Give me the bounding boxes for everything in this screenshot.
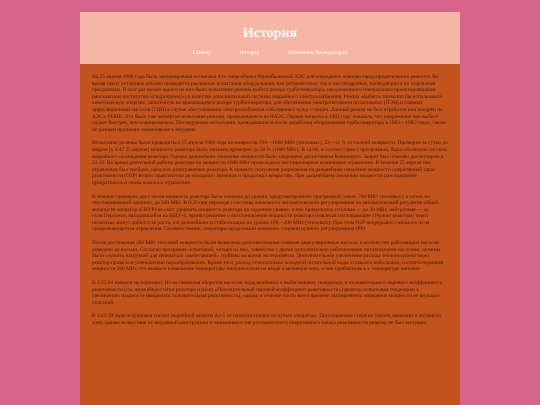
nav-item-history[interactable]: История xyxy=(239,50,259,56)
nav-item-memorials[interactable]: Памятники Ликвидаторам xyxy=(288,50,348,56)
paragraph: В 1:23:39 зарегистрирован сигнал аварийной защиты АЗ-5 от нажатия кнопки на пульте оператора. Поглощающие стержни начали движение в активную зону, однако вследствие их неудачной конструкции и заниженного (не регламентного) оперативного запаса реактивности реактор не был заглушен. xyxy=(92,313,442,326)
nav-item-home[interactable]: Главная xyxy=(192,50,211,56)
page-container xyxy=(80,12,460,405)
paragraph: В 1:23:04 начался эксперимент. Из-за снижения оборотов насосов, подключённых к выбегающему генератору, и положительного парового коэффициента реактивности (см. ниже)Недостатки реактора и (или) «Положительный паровой коэффициент реактивности») реактор испытывал тенденцию к увеличению мощности (вводилась положительная реактивность), однако в течение почти всего времени эксперимента поведение мощности не внушало опасений. xyxy=(92,280,442,306)
paragraph: На 25 апреля 1986 года была запланирована остановка 4-го энергоблока Чернобыльской АЭС для очередного планово-предупредительного ремонта. Во время таких остановок обычно проводятся различные испытания оборудования, как регламентные, так и нестандартные, проводящиеся по отдельным программам. В этот раз целью одного из них было испытание режима выбега ротора турбогенератора, предложенного генеральным проектировщиком (московским институтом «Гидропроект») в качестве дополнительной системы аварийного электроснабжения. Режим «выбега» позволил бы использовать кинетическую энергию, запасённую во вращающемся роторе турбогенератора, для обеспечения электропитанием питательных (ПЭН) и главных циркуляционных насосов (ГЦН) в случае обесточивания электроснабжения собственных нужд станции. Данный режим не был отработан или внедрён на АЭС с РБМК. Это было уже четвёртое испытание режима, проводившееся на ЧАЭС. Первая попытка в 1982 году показала, что напряжение при выбеге падает быстрее, чем планировалось. Последующие испытания, проводившиеся после доработки оборудования турбогенератора в 1983—1985 годах, также по разным причинам заканчивались неудачно xyxy=(92,74,446,133)
paragraph: После достижения 200 МВт тепловой мощности были включены дополнительные главные циркуляционные насосы, и количество работающих насосов доведено до восьми. Согласно программе испытаний, четыре из них, совместно с двумя дополнительно работающими питательными насосами, должны были служить нагрузкой для генератора «выбегающей» турбины во время эксперимента. Дополнительное увеличение расхода теплоносителя через реактор привело к уменьшению парообразования. Кроме того, расход относительно холодной питательной воды оставался небольшим, соответствующим мощности 200 МВт, что вызвало повышение температуры теплоносителя на входе в активную зону, и она приблизилась к температуре кипения xyxy=(92,240,444,273)
header xyxy=(80,12,460,64)
article-body xyxy=(80,64,460,405)
paragraph: Испытания должны были проводиться 25 апреля 1986 года на мощности 700—1000 МВт (тепловых), 22—31 % от полной мощности. Примерно за сутки до аварии (к 3:47 25 апреля) мощность реактора была снижена примерно до 50 % (1600 МВт). В 14:00, в соответствии с программой, была отключена система аварийного охлаждения реактора. Однако дальнейшее снижение мощности было запрещено диспетчером Киевэнерго. Запрет был отменён диспетчером в 23:10. Во время длительной работы реактора на мощности 1600 МВт происходило нестационарное ксеноновое отравление. В течение 25 апреля пик отравления был пройден, началось разотравление реактора. К моменту получения разрешения на дальнейшее снижение мощности оперативный запас реактивности (ОЗР) возрос практически до исходного значения и продолжал возрастать. При дальнейшем снижении мощности разотравление прекратилось и снова началось отравление. xyxy=(92,140,448,186)
nav-bar xyxy=(80,50,460,56)
page-title: История xyxy=(242,26,298,41)
paragraph: В течение примерно двух часов мощность реактора была снижена до уровня, предусмотренного программой (около 700 МВт тепловых), а затем, по неустановленной причине, до 500 МВт. В 0:28 при переходе с системы локального автоматического регулирования на автоматический регулятор общей мощности оператор (СИУР) не смог удержать мощность реактора на заданном уровне, и она провалилась тепловая — до 30 МВт, нейтронная — до нуля.Персонал, находившийся на БЩУ-4, принял решение о восстановлении мощности реактора (извлекая поглощающие стержни реактора) через несколько минут добился её роста, а в дальнейшем и стабилизации на уровне 160—200 МВт (тепловых). При этом ОЗР непрерывно снижался из-за продолжающегося отравления. Соответственно, операторы продолжали извлекать стержни ручного регулирования (РР) xyxy=(92,193,439,233)
